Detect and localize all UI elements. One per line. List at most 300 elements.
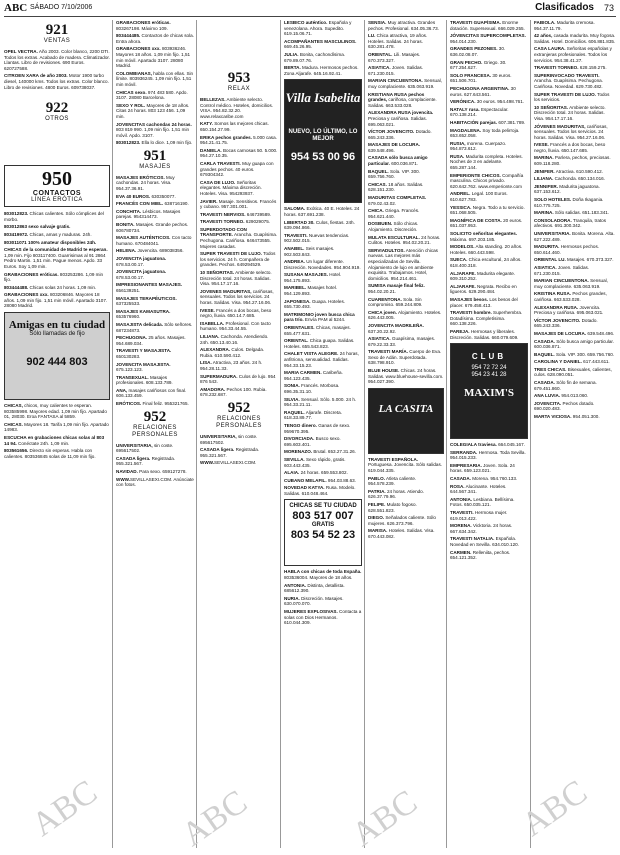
ad-lead: NAVIDAD. [116, 469, 138, 475]
classified-ad: JOVENCITA jaguatona. 678.53.00.17. [116, 269, 167, 280]
ad-lead: SEVILLA. [284, 456, 305, 462]
classified-ad: ERÓTICOS. Final feliz. 955321765. [116, 401, 189, 407]
classified-list [368, 20, 444, 385]
classified-ad: VERÓNICA. 30 euros. 954.498.761. [450, 99, 525, 105]
ad-lead: CHICAS. [368, 181, 387, 187]
watermark: ABC [25, 773, 104, 844]
ad-lead: MASAJES besos. [450, 296, 489, 302]
ad-lead: YESSICA. [450, 204, 472, 210]
ad-lead: CASA LAURA. [534, 46, 566, 52]
classified-ad: MASAJES besos. Los besos del placer. 679.458.413. [450, 296, 518, 308]
ad-lead: RUSIA, [450, 140, 466, 146]
classified-ad: 803561656. Directo sin esperas. Habla con calientes. 803536845 solas de 11,09 min fijo. [4, 448, 96, 459]
classified-ad: CITROEN XARA de año 2003. Motor 1900 turbo diesel, 140000 kms. Todos los extras. Color blanco. Libro de revisiones. 4800 Euros. 609738037. [4, 73, 109, 90]
ad-lead: BONITA. [116, 222, 135, 228]
ad-lead: JULIA. [284, 51, 299, 57]
classified-ad: MORENAZO. Brutal. 653.27.31.26. [284, 449, 357, 455]
classified-list [116, 20, 194, 146]
classified-ad: 42 años, casada madurita. Muy fogosa. Salidas. Hotel. Domicilios. 606.881.835. [534, 33, 616, 44]
classified-ad: CASADA ligera. Registrada. 955.321.567. [116, 455, 176, 467]
ad-lead: DIVORCIADA. [284, 436, 315, 442]
classified-ad: TRAVESTI TORNEO. 629029075. [200, 219, 271, 225]
ad-lead: MORENAZO. [284, 449, 313, 455]
classified-ad: JOVENES MADURITAS, cariñosas, sensuales. Todos los servicios. 24 horas. Salidas. Visa. 954.27.16.06. [200, 288, 274, 305]
classified-list [4, 49, 110, 90]
ad-lead: TRAVESTI Y MASAJISTA. [116, 348, 172, 354]
classified-ad: JULIA. Bonita, cachondísima. 679.89.07.76. [284, 51, 346, 63]
classified-ad: IMPRESIONANTES MASAJES. 656139251. [116, 282, 183, 293]
category-header-952b [200, 400, 278, 430]
classified-ad: ALJARAFE. Negrata. Recibo en ligueros. 629.290.484. [450, 283, 517, 295]
classified-ad: TRAVESTI ESPAÑOLA. Portuguesa. Jovencita. Sólo salidas. 619.044.335. [368, 456, 443, 474]
classified-ad: WWW.SEVILLASEXI.COM. [200, 460, 257, 466]
ad-lead: CONSOLADORA. [534, 217, 572, 223]
ad-lead: AMADORA. [200, 386, 226, 392]
ad-lead: MARINA. [534, 155, 554, 161]
classified-ad: TRAVESTI. Nuevas tendencias. 902.502.015. [284, 232, 350, 244]
ad-lead: MARTA VICIOSA. [534, 414, 572, 420]
ad-lead: 803012823. [4, 211, 29, 217]
classified-ad: JENIFER. Atractiva. 610.590.412. [534, 168, 603, 174]
classified-ad: DIEGO. Señalados caliente. Sólo mujeres. 626.373.796. [368, 515, 436, 526]
ad-lead: IVESE. [200, 307, 215, 313]
ad-lead: LIBERTAD 30. [284, 219, 315, 225]
ad-lead: KATY. [200, 121, 213, 127]
classified-ad: VÍCTOR JOVENCITO. Dotado. 665.243.336. [534, 317, 598, 329]
category-label: MASAJES [139, 163, 171, 170]
classified-ad: CHICAS sexo. 974 483 580. Apdo. 3107. 28080 Barcelona. [116, 89, 188, 101]
ad-subline: GRATIS [311, 522, 335, 529]
ad-lead: TRAVESTI. [450, 510, 474, 516]
ad-lead: GRABACIONES eróticas. [4, 271, 59, 277]
classified-ad: JAVIER. Masaje. Sensitivos. Francés y cubano. 957.301.001. [200, 198, 277, 210]
classified-ad: CONCHITA. Lésbicos. Masajes parejas. 954314473. [116, 208, 181, 220]
ad-lead: CHICAS. [4, 421, 23, 427]
classified-ad: MARIAN CINCUENTONA. Sensual, muy complaciente. 635.063.919. [368, 78, 442, 89]
column-divider [364, 20, 365, 848]
ad-lead: JOVENCITA MASAJISTA. [116, 361, 171, 367]
classified-ad: JOVENCITAS cachondas 24 horas. 803 819 990. 1,09 min fijo. 1,51 min móvil. Apdo. 3107. [116, 121, 192, 138]
ad-lead: JOVENCITAS cachondas 24 horas. [116, 121, 192, 127]
section-title: Clasificados [535, 2, 594, 13]
classified-ad: PABLO. Atleta caliente. 954.578.239. [368, 475, 417, 487]
classified-ad: CHICAS. 18 años. Salidas. 628.151.230. [368, 181, 424, 193]
classified-ad: MARIBEL. Masajes hotel. 954.129.893. [284, 285, 338, 297]
ad-lead: LU. [368, 33, 376, 39]
classified-ad: FELIPE. Mulato fogoso. 628.551.823. [368, 502, 417, 513]
ad-lead: SERVIADULTOS. [368, 247, 405, 253]
ad-lead: MATRIMONIO joven busca chica para trío. [284, 311, 355, 323]
ad-lead: SUPERDOTADO CON TRANSPORTE. [200, 226, 247, 238]
ad-lead: MARIBEL. [284, 285, 307, 291]
display-ad-maxims [450, 343, 528, 439]
classified-ad: UNIVERSITARIA, sin coste. 695617502. [200, 433, 258, 445]
classified-ad: ALAIA. 24 horas. 659.553.802. [284, 470, 348, 476]
ad-lead: SOLICITO señoritas elegantes. [450, 231, 518, 236]
ad-lead: MUJERES EXPLOSIVAS. [284, 609, 338, 615]
ad-lead: ANDREL. [450, 191, 471, 197]
ad-lead: SUPER TRAVESTI DE LUJO. [534, 91, 596, 97]
classified-ad: GRABACIONES xxx. 803936246. Mayores 18 años. 1,09 min fijo. 1,51 min móvil. Apartado 3107. 28080 Madrid. [116, 46, 191, 69]
ad-phone: 902 444 803 [26, 356, 88, 369]
category-number: 922 [45, 100, 69, 117]
ad-lead: EMPERIONTE CHICOS. [450, 172, 501, 178]
classified-ad: NATALY rusa. Espectacular. 670.138.214. [450, 106, 509, 118]
ad-lead: MADURITAS COMPLETAS. [368, 195, 427, 201]
ad-lead: FABIOLA. [534, 20, 556, 25]
classified-ad: BONITA. Masajes. Grande pechos. 606780734. [116, 222, 189, 233]
column-7 [534, 20, 616, 848]
ad-lead: MASAJES ERÓTICOS. [116, 174, 165, 180]
ad-lead: MARIA CARMEN. [284, 370, 322, 376]
ad-lead: ROSA. [450, 483, 465, 489]
page-number: 73 [603, 3, 614, 13]
ad-lead: CASADA ligera. [116, 455, 151, 461]
classified-ad: MARINA. Parlera, pechos, preciosas. 609.118.280. [534, 155, 611, 167]
ad-lead: 803419972. [4, 231, 29, 237]
classified-ad: NOVEDAD KATYA. Rusa. Modelo. Salidas. 610.048.464. [284, 485, 356, 496]
ad-lead: VÍCTOR JOVENCITO. [368, 129, 415, 135]
ad-lead: BLUE HOUSE. [368, 368, 400, 374]
classified-ad: KRISTIANA RUSA pechos grandes, cariñosa, complaciente. Salidas. 663.533.028. [368, 91, 437, 108]
classified-ad: BELLEZAS. Ambiente selecto. Control médico. Hoteles, domicilios. VISA. 954.82.32.20. www.relaxcaribe.com [200, 97, 274, 119]
ad-headline: Amigas en tu ciudad [8, 319, 106, 332]
classified-ad: MASAJES ERÓTICOS. Muy cachondas. 24 horas. Visa. 954.37.36.91. [116, 174, 175, 192]
ad-lead: LILIANA. [534, 176, 554, 182]
classified-ad: FABIOLA. Madurita cremosa. 954.37.11.79. [534, 20, 595, 31]
classified-ad: MASAJES DE LOCURA. 639.548.496. [534, 330, 615, 336]
ad-phone-2: 954 23 41 28 [471, 372, 507, 379]
classified-ad: MADURITA. Hermosos pechos. 650.614.460. [534, 244, 600, 255]
classified-ad: JÓVENCITAS SUPERCOMPLETAS. 954.014.230. [450, 33, 526, 44]
ad-lead: UNIVERSITARIA. [534, 231, 571, 236]
classified-ad: CASADA ligera. Registrada. 955.321.567. [200, 447, 260, 458]
classified-list [116, 175, 194, 407]
ad-lead: JÓVENES MADURITAS, [534, 123, 586, 129]
ad-lead: SENSIA. [368, 20, 387, 25]
classified-ad: TRANSEXUAL. Masajes profesionales. 608.133.789. [116, 374, 173, 386]
ad-lead: ORIENTAL LU. [534, 257, 566, 263]
ad-lead: ACOMPAÑANTES MASCULINOS. [284, 38, 357, 44]
classified-ad: CHICAS de la comunidad de Madrid te esperan. 1,09 min. Fijo 803117400. Guarrisimas al 91 2864 Pedro Martin. 1,51 min. Pague menos. Apdo. 33 Euros. Soy 1,09 min. [4, 247, 108, 269]
ad-lead: IMPRESIONANTES MASAJES. [116, 282, 183, 288]
ad-lead: CARMEN. [450, 549, 472, 555]
column-1 [4, 20, 110, 848]
classified-ad: ORIENTALES. Chicas, masajes. 655.477.631. [284, 325, 351, 336]
ad-lead: GRAN PECHO. [450, 59, 483, 65]
ad-lead: ORIENTALES. [284, 325, 315, 331]
classified-ad: ACOMPAÑANTES MASCULINOS. 669.45.26.95. [284, 38, 357, 50]
classified-ad: SUPERDOTADO CON TRANSPORTE. Arancha. Guapísima. Pechugona. Cariñosa. 646473555. Mujeres casadas. [200, 226, 278, 249]
ad-lead: NATALY rusa. [450, 106, 480, 112]
ad-lead: JOVENCITA MADRILEÑA. [368, 322, 424, 328]
classified-ad: ORIENTAL LU. Masajes. 670.373.327. [534, 257, 614, 263]
classified-ad: MASAJES DE LOCURA. 639.548.496. [368, 142, 421, 153]
classified-ad: JOVENCITA MASAJISTA. 675.123.123. [116, 361, 171, 373]
classified-ad: JENNIFER. Madurita jaguatona. 637.153.612. [534, 183, 600, 195]
classified-ad: MAGDALENA. Soy toda pelirroja. 653.652.058. [450, 127, 520, 139]
ad-lead: JOVENCITA jaguatona. [116, 256, 167, 261]
ad-lead: ALEXANDRA RUSA jovencita. [368, 110, 434, 116]
ad-lead: VÍCTOR JOVENCITO. [534, 317, 581, 323]
classified-ad: CARMEN. Relleniita, pechos. 654.121.352. [450, 549, 511, 561]
ad-lead: TRAVESTI NATALIA. [450, 536, 495, 542]
classified-ad: EMPERIONTE CHICOS. Compañía masculina. Chicos privado. 620.642.762. www.emperionte.com [450, 172, 524, 189]
classified-ad: TRAVESTI NATALIA. Española. Novedad en Sevilla. 634.010.120. [450, 536, 519, 547]
classified-ad: ALJARAFE. Madurita elegante. 609.310.252. [450, 270, 516, 282]
classified-ad: ASIATICA. Guapísima, masajes. 679.22.33.33. [368, 336, 436, 347]
classified-ad: LILIANA. Cachonda. 650.134.016. [534, 176, 606, 182]
classified-ad: CAROLINA Y DANIEL. 617.443.611. [534, 359, 610, 365]
classified-ad: MASAJES KAMASUTRA. 653576960. [116, 308, 171, 320]
classified-list [4, 211, 110, 309]
ad-lead: 803012823. [116, 140, 141, 146]
ad-lead: MARIAN CINCUENTONA. [534, 278, 589, 284]
classified-ad: COLOMBIANAS, habla con ellas. Sin límite. 803936245. 1,09 min fijo. 1,51 min móvil. [116, 70, 194, 87]
classified-ad: SALOMA. Exótica. 40 E. Hoteles. 24 horas. 637.691.238. [284, 206, 360, 217]
ad-lead: CONCHITA. [116, 208, 142, 214]
classified-ad: ERIKA pechos grandes. 5.000 casa. 954.21.41.75. [200, 134, 277, 146]
page-header [4, 2, 616, 17]
classified-ad: SUSANA MASAJES. Hotel. 954.175.893. [284, 272, 342, 283]
ad-lead: SUECA. [450, 257, 468, 263]
classified-ad: SUMISA masaje final feliz. 954.02.20.21. [368, 283, 425, 294]
category-header-921 [4, 22, 110, 45]
category-label: OTROS [45, 116, 69, 123]
category-label: VENTAS [43, 38, 71, 44]
column-6 [450, 20, 528, 848]
ad-lead: ISABELLA. [200, 320, 225, 326]
classified-ad: 10 SEÑORITAS. Ambiente selecto. Discreción total. 24 horas. Salidas. Visa. 954.17.17.16. [200, 270, 272, 287]
column-4 [284, 20, 362, 848]
ad-lead: TRAVESTI. [284, 232, 308, 238]
ad-lead: TRAVESTI MARÍA. [368, 349, 408, 355]
ad-subline: NUEVO, LO ÚLTIMO, LO MEJOR [288, 129, 358, 143]
classified-ad: ALEXANDRA RUSA jovencita. Preciosa y cariñosa. Salidas. 695.063.021. [368, 110, 434, 127]
ad-lead: FELIPE. [368, 502, 386, 507]
ad-lead: CITROEN XARA de año 2003. [4, 73, 68, 79]
classified-ad: BAQUEL. Sola. VIP. 300. 659.756.760. [534, 351, 615, 357]
classified-ad: JAPONESA. Guapa. Hoteles. 655.730.493. [284, 298, 346, 310]
ad-lead: ANA LUVIA. [534, 393, 561, 399]
classified-ad: 803444488. Chicas solas 24 horas. 1,09 min. [4, 284, 97, 290]
ad-lead: SUPERINVOCADO TRAVESTI. [534, 72, 600, 78]
classified-ad: MATRIMONIO joven busca chica para trío. Envía PAM al 5244. [284, 311, 355, 323]
ad-lead: CASADA. [450, 476, 471, 482]
classified-ad: EVA 40 EUROS. 630350077. [116, 193, 176, 199]
ad-lead: FRANCÉS CON MIEL. [116, 201, 164, 207]
classified-ad: LISA. Atractiva, 23 años. 24 h. 954.28.11.33. [200, 360, 263, 371]
classified-ad: CHICAS. Mayores 18. Tarifa 1,09 min fijo. Apartado 14983. [4, 421, 109, 433]
ad-lead: SONIA. [284, 383, 300, 389]
ad-lead: PABLO. [368, 475, 386, 481]
ad-lead: MULATA ESCULTURAL. [368, 234, 420, 240]
ad-lead: SUPER TRAVESTI DE LUJO. [200, 251, 262, 257]
category-sublabel: LÍNEA ERÓTICA [31, 197, 83, 204]
category-label: CONTACTOS [32, 190, 82, 198]
column-divider [112, 20, 113, 848]
classified-ad: HABITACIÓN parejas. 607.381.789. [450, 119, 526, 125]
ad-lead: NOVEDAD KATYA. [284, 485, 325, 491]
ad-lead: JENNIFER. [534, 183, 558, 189]
ad-lead: DANIELA. [200, 147, 222, 153]
ad-lead: KRISTINA RUSA. [534, 291, 572, 297]
classified-ad: SOLICITO señoritas elegantes. Máxima. 697.203.185. [450, 231, 518, 242]
ad-lead: TRAVESTI NERVIOS. [200, 211, 246, 217]
ad-lead: TRAVESTI hombre. [450, 310, 492, 316]
classified-ad: GRABACIONES eróticas. 803253286. 1,09 min fijo. [4, 271, 104, 283]
classified-ad: MARIAN CINCUENTONA. Sensual, muy complaciente. 635.063.919. [534, 278, 608, 289]
ad-lead: 803011071 100% amateur disponibles 24h. [4, 239, 97, 245]
classified-ad: PECHUGONA. 25 años. Masajes. 954.689.034. [116, 335, 186, 346]
classified-ad [4, 224, 110, 230]
ad-lead: ANA, [116, 387, 128, 393]
ad-lead: RUSA. [450, 153, 465, 159]
classified-ad: MADURITAS COMPLETAS. 679.02.43.02. [368, 195, 427, 206]
classified-ad: LILIANA. Cachonda. Atendiendo. 24h. 650.13.40.16. [200, 333, 269, 345]
category-label: RELACIONES PERSONALES [132, 424, 178, 438]
ad-brand: MAXIM'S [463, 387, 515, 400]
ad-lead: MASAJES DE LOCURA. [368, 142, 421, 148]
ad-lead: 803444485. [116, 33, 141, 39]
ad-lead: DIEGO. [368, 515, 385, 521]
classified-ad: RUSIA, morena. Cuerpazo. 954.873.612. [450, 140, 507, 152]
ad-lead: CHICAS sexo. [116, 89, 147, 95]
classified-list [4, 403, 110, 459]
ad-lead: ALJARAFE. [450, 270, 476, 276]
ad-lead: GRABACIONES eróticas. [116, 20, 171, 25]
category-label: RELAX [227, 86, 251, 92]
ad-lead: ANTONIA. [284, 582, 307, 588]
classified-ad: VÍCTOR JOVENCITO. Dotado. 665.243.336. [368, 129, 432, 140]
ad-lead: CASADA. [534, 380, 555, 386]
ad-lead: CHICAS, [4, 403, 23, 409]
watermark: ABC [345, 783, 424, 854]
classified-ad: TENGO dinero. Ganas de sexo. 959670.395. [284, 422, 351, 434]
ad-lead: BAQUEL. [368, 168, 389, 174]
classified-ad: MUJERES EXPLOSIVAS. Contacta a solas con Dios Hermanos. 610.044.309. [284, 609, 362, 626]
ad-lead: CASADA ligera. [200, 447, 235, 453]
classified-list [284, 206, 362, 496]
display-ad-casita [368, 388, 444, 454]
ad-lead: MARISA. [368, 528, 388, 534]
classified-ad: NAVIDAD. Para sexo. 659127278. [116, 469, 187, 475]
ad-lead: JOVENES MADURITAS, [200, 288, 252, 294]
classified-ad: SERVIADULTOS. Atención chicas nuevas. Las mejores más especializadas de Sevilla. Alojamiento de lujo en ambiente exquisito. Trabajamos. Hotel, domicilios. 954.214.461. [368, 247, 438, 281]
classified-ad: RUSA. Madurita completa. Hoteles. Noches de 3 en adelante. 655.287.144. [450, 153, 523, 171]
classified-ad: SEXO Y ROL. Mayores de 18 años. Citas 24 horas. 803 123 456. 1,09 min. [116, 102, 190, 119]
classified-ad: CHICA joven. Alojamiento. Hoteles. 626.443.005. [368, 309, 442, 321]
classified-ad: DOSBUEN. Sólo chicas. Alojamiento. Discreción. [368, 221, 419, 232]
ad-lead: EVA 40 EUROS. [116, 193, 151, 199]
ad-lead: TRANSEXUAL. [116, 374, 149, 380]
classified-ad: SERRANDA. Hermosa. Toda Sevilla. 954.015.233. [450, 449, 526, 461]
classified-ad: MODELOS. Alta standing. 20 años. Hoteles. 660.443.598. [450, 244, 523, 255]
classified-ad: SOLO FRANCESA. 30 euros. 651.506.701. [450, 72, 512, 84]
display-ad-chicas [284, 499, 362, 566]
classified-ad: BLUE HOUSE. Chicas. 24 horas. Salidas. www.bluehouse-sevilla.com. 954.027.390. [368, 368, 444, 385]
classified-ad: TRAVESTI Y MASAJISTA. 650130283. [116, 348, 172, 359]
classified-ad: GRAN PECHO. Griego. 30. 677.254.627. [450, 59, 507, 71]
classified-ad: SOLO HOTELES. Doña Ikagania. 610.775.725. [534, 197, 604, 208]
column-divider [446, 20, 447, 848]
ad-lead: ORIENTAL. [368, 51, 393, 57]
classified-ad: ANTONIA. Distinta, detallista. 685612.390. [284, 582, 345, 594]
ad-lead: VERÓNICA. [450, 99, 476, 105]
ad-lead: NURIA. [284, 595, 300, 601]
ad-lead: GRABACIONES xxx. [116, 46, 161, 52]
category-header-951 [116, 148, 194, 171]
ad-lead: ALJARAFE. [450, 283, 476, 289]
ad-phone: 803 517 007 [292, 510, 354, 523]
column-divider [530, 20, 531, 848]
classified-ad: LESBICO auténtico. Española y venezolana. Ahora. Supedito. 619.15.06.71. [284, 20, 352, 37]
ad-lead: MORENA. [450, 523, 472, 529]
classified-ad: KATY. Somos las mejores chicas. 650.154.27.99. [200, 121, 269, 132]
ad-lead: LISA. [200, 360, 212, 366]
issue-date: SÁBADO 7/10/2006 [30, 4, 93, 11]
ad-lead: JAPONESA. [284, 298, 311, 304]
classified-ad: MARTA VICIOSA. 954.051.300. [534, 414, 600, 420]
classified-ad: 803444485. Contactos de chicas sola. Entra ahora. [116, 33, 194, 44]
classified-ad: CASADA sólo busca amigo particular. 600.036.871. [368, 155, 428, 167]
classified-list [534, 20, 616, 420]
ad-headline: LA CASITA [378, 402, 434, 415]
ad-lead: 803561656. [4, 448, 29, 454]
ad-lead: JOVENCITA. [534, 400, 562, 406]
classified-ad: 10 SEÑORITAS. Ambiente selecto. Discreción total. 24 horas. Salidas. Visa. 954.17.17.16. [534, 104, 606, 121]
ad-lead: WWW. [200, 460, 215, 466]
classified-ad: CASADA. Morena. 954.760.133. [450, 476, 518, 482]
classified-ad: TRAVESTI GUAPÍSIMA. Enorme dotación. Supersexual. 666.029.255. [450, 20, 525, 31]
ad-lead: CASADA sólo busca amigo particular. [368, 155, 428, 167]
category-header-953 [200, 70, 278, 93]
ad-lead: ANTONIA. [450, 496, 473, 502]
column-divider [196, 20, 197, 848]
ad-lead: 42 años, [534, 33, 553, 39]
ad-lead: PAREJA. [450, 328, 470, 334]
classified-ad: WWW.SEVILLASEXI.COM. Anúnciate con fotos. [116, 476, 194, 488]
classified-ad: GRABACIONES xxx. 803206846. Mayores 18 años. 1,09 min fijo. 1,51 min móvil. Apartado 3107. 28080 Madrid. [4, 292, 108, 309]
category-header-952 [116, 409, 194, 439]
classified-ad: 803012823. Chicas calientes. Sólo cómplices del morbo. [4, 211, 104, 222]
classified-ad: MARINA. Sólo salidas. 651.183.341. [534, 210, 610, 216]
ad-lead: CHICA. [368, 208, 384, 214]
ad-lead: TRAVESTI TORNEO. [534, 65, 579, 71]
classified-ad: SONIA. Francés. Morbosa. 696.35.31.10. [284, 383, 340, 394]
ad-lead: SUMISA masaje final feliz. [368, 283, 425, 289]
ad-lead: MODELOS. [450, 244, 475, 250]
ad-lead: JÓVENCITAS SUPERCOMPLETAS. [450, 33, 526, 39]
ad-lead: MASAJES KAMASUTRA. [116, 308, 171, 314]
display-ad-villa [284, 79, 362, 203]
category-header-950 [4, 165, 110, 207]
classified-ad: RAQUEL. Aljarafe. Discreta. 618.33.89.77. [284, 409, 342, 421]
ad-lead: ASIATICA. [368, 336, 391, 342]
ad-lead: WWW. [116, 476, 131, 482]
ad-lead: TRES CHICAS. [534, 366, 567, 372]
ad-subline: Sólo llamadas de fijo [29, 331, 85, 338]
classified-ad: AMADORA. Pechos 100. Rubia. 678.232.687. [200, 386, 267, 398]
classified-ad: ASIATICA. Joven. Salidas. 671.230.015. [368, 65, 424, 76]
ad-lead: ASIATICA. [534, 264, 557, 270]
ad-lead: ANABEL. [284, 245, 305, 251]
empty-space [4, 127, 110, 163]
ad-lead: SILVIA. [284, 396, 300, 402]
classified-list [284, 569, 362, 625]
classified-ad: NURIA. Discreción. Masajes. 630.070.070. [284, 595, 344, 607]
classified-ad: MARIA CARMEN. Caribeña. 954.123.435. [284, 370, 343, 381]
